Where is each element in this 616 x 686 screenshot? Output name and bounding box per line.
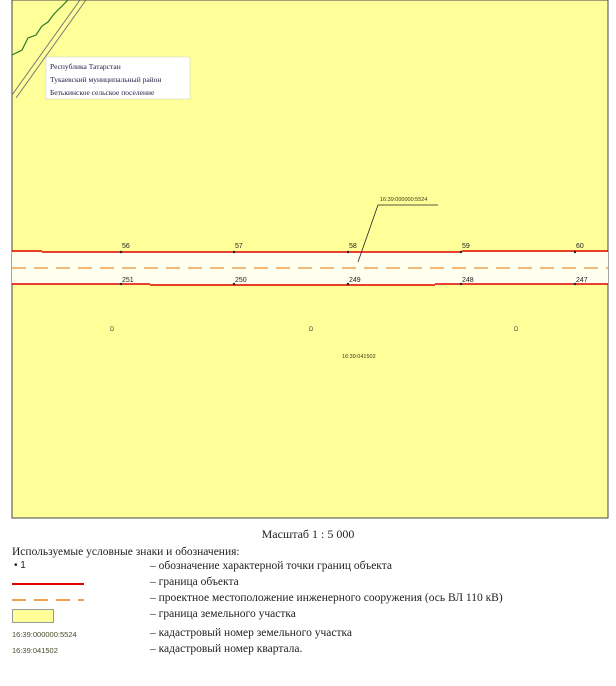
point-label: 57 <box>235 243 243 250</box>
orange-dash-symbol <box>12 591 102 607</box>
point-marker <box>120 251 122 253</box>
point-label: 247 <box>576 277 588 284</box>
legend-row-axis <box>12 591 612 607</box>
legend-row-quarter-code <box>12 642 612 658</box>
point-marker <box>233 251 235 253</box>
parcel-callout-label: 16:39:000000:5524 <box>380 197 428 203</box>
region-label-3: Бетькинское сельское поселение <box>50 88 155 97</box>
legend-text: – граница объекта <box>150 576 239 588</box>
legend-title: Используемые условные знаки и обозначения: <box>12 546 240 558</box>
legend-text: – проектное местоположение инженерного сооружения (ось ВЛ 110 кВ) <box>150 592 503 604</box>
quarter-number-label: 16:39:041502 <box>342 354 376 360</box>
quarter-code-symbol <box>12 642 102 658</box>
point-symbol <box>12 559 102 575</box>
parcel-code-symbol <box>12 626 102 642</box>
point-label: 56 <box>122 243 130 250</box>
point-marker <box>347 251 349 253</box>
point-label: 59 <box>462 243 470 250</box>
legend-row-boundary <box>12 575 612 591</box>
legend-row-point <box>12 559 612 575</box>
point-label: 249 <box>349 277 361 284</box>
legend <box>12 546 612 658</box>
legend-text: – кадастровый номер квартала. <box>150 643 303 655</box>
point-marker <box>574 251 576 253</box>
point-marker <box>460 251 462 253</box>
point-symbol-text: • 1 <box>14 560 26 571</box>
marker-d: D <box>514 327 519 333</box>
point-label: 248 <box>462 277 474 284</box>
quarter-code-text: 16:39:041502 <box>12 646 58 655</box>
region-label-1: Республика Татарстан <box>50 62 121 71</box>
point-label: 60 <box>576 243 584 250</box>
point-label: 58 <box>349 243 357 250</box>
legend-text: – граница земельного участка <box>150 608 296 620</box>
red-line-symbol <box>12 575 102 591</box>
parcel-code-text: 16:39:000000:5524 <box>12 630 77 639</box>
scale-caption: Масштаб 1 : 5 000 <box>261 527 355 541</box>
yellow-box-symbol <box>12 607 102 623</box>
region-label-2: Тукаевский муниципальный район <box>50 75 162 84</box>
marker-d: D <box>309 327 314 333</box>
point-label: 250 <box>235 277 247 284</box>
legend-row-land <box>12 607 612 623</box>
legend-text: – кадастровый номер земельного участка <box>150 627 353 639</box>
legend-row-parcel-code <box>12 626 612 642</box>
marker-d: D <box>110 327 115 333</box>
point-label: 251 <box>122 277 134 284</box>
legend-text: – обозначение характерной точки границ объекта <box>150 560 393 572</box>
